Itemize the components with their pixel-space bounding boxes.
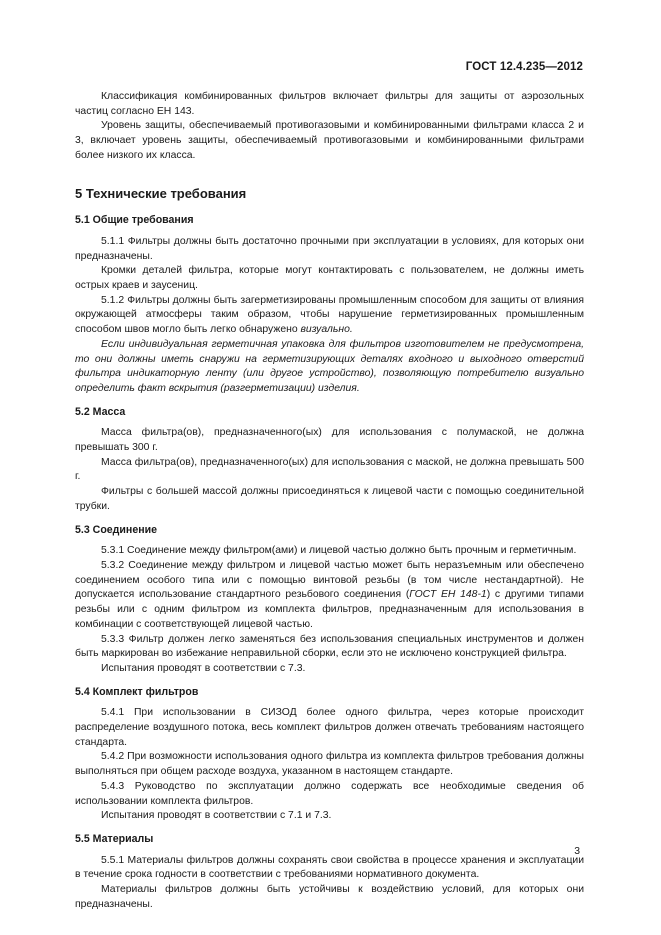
para-5-1-2: [75, 294, 584, 338]
para-5-3-3: 5.3.3 Фильтр должен легко заменяться без использования специальных инструментов и должен быть маркирован во избежание неправильной сборки, если это не исключено конструкцией фильтра.: [75, 633, 584, 660]
para-5-1-1-edges: Кромки деталей фильтра, которые могут контактировать с пользователем, не должны иметь острых краев и заусениц.: [75, 265, 584, 292]
para-5-1-2-note: Если индивидуальная герметичная упаковка для фильтров изготовителем не предусмотрена, то они должны иметь снаружи на герметизирующих деталях входного и выходного отверстий фильтра индикаторную ленту (или другое устройство), позволяющую потребителю визуально определить факт вскрытия (разгерметизации) изделия.: [75, 338, 584, 394]
para-5-4-1: 5.4.1 При использовании в СИЗОД более одного фильтра, через которые происходит распределение воздушного потока, весь комплект фильтров должен отвечать требованиям настоящего стандарта.: [75, 707, 584, 748]
section-5-2-heading: 5.2 Масса: [75, 405, 126, 418]
para-5-3-1: 5.3.1 Соединение между фильтром(ами) и лицевой частью должно быть прочным и герметичным.: [101, 545, 577, 557]
para-5-4-3: 5.4.3 Руководство по эксплуатации должно содержать все необходимые сведения об использовании комплекта фильтров.: [75, 780, 584, 807]
para-5-3-2-reference: ГОСТ ЕН 148-1: [409, 589, 487, 601]
section-5-5-heading: 5.5 Материалы: [75, 832, 154, 845]
section-5-4-heading: 5.4 Комплект фильтров: [75, 685, 199, 698]
para-5-3-2-text-c: ) с другими типами резьбы или с одним фильтром из комплекта фильтров, предназначенным для использования в комбинации с соответствующей лицевой частью.: [75, 589, 584, 630]
intro-paragraph-1: [75, 90, 584, 119]
para-5-3-2: [75, 559, 584, 633]
para-5-1-2-text: 5.1.2 Фильтры должны быть загерметизированы промышленным способом для защиты от влияния окружающей атмосферы таким образом, чтобы нарушение герметизированных промышленным способом швов могло быть легко обнаружено: [75, 294, 584, 336]
document-id-header: ГОСТ 12.4.235—2012: [465, 61, 583, 73]
para-5-2-heavy: Фильтры с большей массой должны присоединяться к лицевой части с помощью соединительной трубки.: [75, 486, 584, 512]
para-5-5-1: 5.5.1 Материалы фильтров должны сохранять свои свойства в процессе хранения и эксплуатации в течение срока годности в соответствии с требованиями нормативного документа.: [75, 854, 584, 881]
document-body: [75, 90, 584, 912]
intro-text-1: Классификация комбинированных фильтров включает фильтры для защиты от аэрозольных частиц согласно ЕН 143.: [75, 91, 584, 117]
para-5-1-1: 5.1.1 Фильтры должны быть достаточно прочными при эксплуатации в условиях, для которых они предназначены.: [75, 235, 584, 262]
para-5-2-halfmask: Масса фильтра(ов), предназначенного(ых) для использования с полумаской, не должна превышать 300 г.: [75, 427, 584, 454]
para-5-3-tests: Испытания проводят в соответствии с 7.3.: [101, 662, 306, 674]
para-5-5-materials: Материалы фильтров должны быть устойчивы к воздействию условий, для которых они предназначены.: [75, 884, 584, 910]
para-5-2-mask: Масса фильтра(ов), предназначенного(ых) для использования с маской, не должна превышать 500 г.: [75, 456, 584, 483]
para-5-1-2-italic: визуально.: [300, 324, 353, 336]
para-5-4-2: 5.4.2 При возможности использования одного фильтра из комплекта фильтров требования должны выполняться при общем расходе воздуха, указанном в настоящем стандарте.: [75, 751, 584, 778]
page-number: 3: [574, 846, 580, 857]
intro-paragraph-2: Уровень защиты, обеспечиваемый противогазовыми и комбинированными фильтрами класса 2 и 3, включает уровень защиты, обеспечиваемый противогазовыми и комбинированными фильтрами более низкого их класса.: [75, 120, 584, 161]
para-5-3-2-text-a: 5.3.2 Соединение между фильтром и лицевой частью может быть неразъемным или обеспечено соединением особого типа или с помощью винтовой резьбы (в том числе нестандартной). Не допускается использование стандартного резьбового соединения (: [75, 559, 584, 601]
section-5-heading: 5 Технические требования: [75, 185, 247, 201]
section-5-1-heading: 5.1 Общие требования: [75, 214, 194, 227]
para-5-4-tests: Испытания проводят в соответствии с 7.1 и 7.3.: [101, 810, 332, 822]
section-5-3-heading: 5.3 Соединение: [75, 523, 158, 536]
